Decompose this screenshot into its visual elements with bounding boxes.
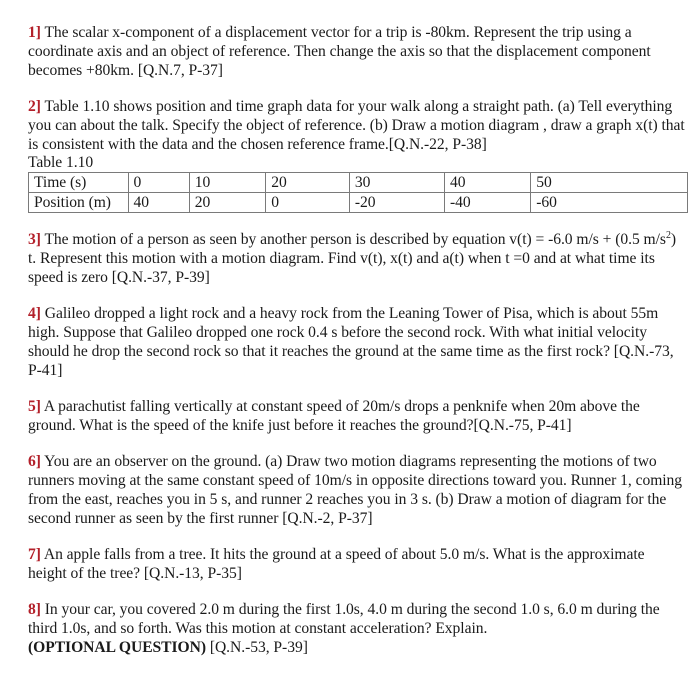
question-number: 3] <box>28 231 41 248</box>
question-text: An apple falls from a tree. It hits the ground at a speed of about 5.0 m/s. What is the approximate height of the tree? [Q.N.-13, P-35] <box>28 546 645 582</box>
optional-label: (OPTIONAL QUESTION) <box>28 639 206 656</box>
question-3 <box>28 230 686 287</box>
superscript: 2 <box>665 229 671 241</box>
table-cell: 40 <box>128 193 189 213</box>
table-cell: 0 <box>128 173 189 193</box>
question-text: In your car, you covered 2.0 m during the first 1.0s, 4.0 m during the second 1.0 s, 6.0 m during the third 1.0s, and so forth. Was this motion at constant acceleration? Explain. <box>28 601 660 637</box>
position-time-table <box>28 172 688 213</box>
table-row-time <box>29 173 688 193</box>
question-number: 2] <box>28 98 41 115</box>
question-text: Table 1.10 shows position and time graph data for your walk along a straight path. (a) Tell everything you can about the talk. Specify the object of reference. (b) Draw a motion diagram , draw a graph x(t) that is consistent with the data and the chosen reference frame.[Q.N.-22, P-38] <box>28 98 685 153</box>
question-4 <box>28 304 686 380</box>
question-text-continued: ) t. Represent this motion with a motion diagram. Find v(t), x(t) and a(t) when t =0 and at what time its speed is zero [Q.N.-37, P-39] <box>28 231 677 286</box>
question-5 <box>28 397 686 435</box>
question-reference: [Q.N.-53, P-39] <box>205 639 308 656</box>
question-2 <box>28 97 686 213</box>
table-caption: Table 1.10 <box>28 154 94 171</box>
question-7 <box>28 545 686 583</box>
table-cell: -60 <box>531 193 688 213</box>
table-cell: 50 <box>531 173 688 193</box>
table-cell: 0 <box>266 193 350 213</box>
table-cell: 20 <box>189 193 265 213</box>
question-text: Galileo dropped a light rock and a heavy rock from the Leaning Tower of Pisa, which is about 55m high. Suppose that Galileo dropped one rock 0.4 s before the second rock. With what initial velocity should he drop the second rock so that it reaches the ground at the same time as the first rock? [Q.N.-73, P-41] <box>28 305 674 379</box>
question-number: 4] <box>28 305 41 322</box>
question-text: A parachutist falling vertically at constant speed of 20m/s drops a penknife when 20m above the ground. What is the speed of the knife just before it reaches the ground?[Q.N.-75, P-41] <box>28 398 640 434</box>
table-cell: 40 <box>444 173 530 193</box>
question-number: 5] <box>28 398 41 415</box>
question-number: 1] <box>28 24 41 41</box>
table-cell: 30 <box>349 173 444 193</box>
row-label: Time (s) <box>29 173 129 193</box>
question-1 <box>28 23 686 80</box>
table-cell: 10 <box>189 173 265 193</box>
question-number: 6] <box>28 453 41 470</box>
question-text: The motion of a person as seen by another person is described by equation v(t) = -6.0 m/s + (0.5 m/s <box>40 231 666 248</box>
table-cell: -20 <box>349 193 444 213</box>
table-cell: -40 <box>444 193 530 213</box>
table-cell: 20 <box>266 173 350 193</box>
question-number: 8] <box>28 601 41 618</box>
question-number: 7] <box>28 546 41 563</box>
question-text: You are an observer on the ground. (a) Draw two motion diagrams representing the motions of two runners moving at the same constant speed of 10m/s in opposite directions toward you. Runner 1, coming from the east, reaches you in 5 s, and runner 2 reaches you in 3 s. (b) Draw a motion of diagram for the second runner as seen by the first runner [Q.N.-2, P-37] <box>28 453 683 527</box>
question-6 <box>28 452 686 528</box>
row-label: Position (m) <box>29 193 129 213</box>
question-text: The scalar x-component of a displacement vector for a trip is -80km. Represent the trip using a coordinate axis and an object of reference. Then change the axis so that the displacement component becomes +80km. [Q.N.7, P-37] <box>28 24 651 79</box>
table-row-position <box>29 193 688 213</box>
question-8 <box>28 600 686 657</box>
